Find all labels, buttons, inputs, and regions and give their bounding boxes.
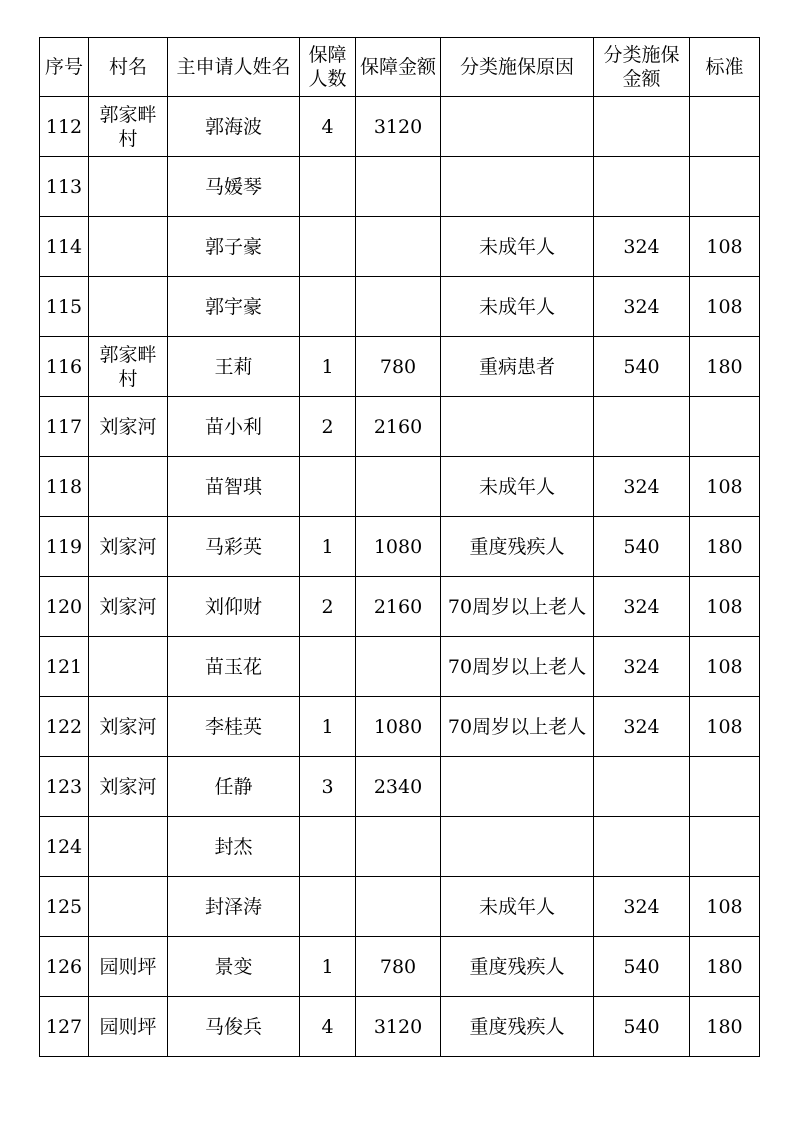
cell-covered-amount: 2160 <box>356 397 441 457</box>
cell-category-reason: 70周岁以上老人 <box>441 637 594 697</box>
cell-village <box>89 457 168 517</box>
cell-applicant-name: 苗玉花 <box>168 637 300 697</box>
cell-category-reason: 重度残疾人 <box>441 937 594 997</box>
cell-applicant-name: 王莉 <box>168 337 300 397</box>
cell-serial-no: 113 <box>40 157 89 217</box>
cell-serial-no: 124 <box>40 817 89 877</box>
cell-serial-no: 117 <box>40 397 89 457</box>
cell-village <box>89 217 168 277</box>
header-applicant-name: 主申请人姓名 <box>168 38 300 97</box>
cell-village: 园则坪 <box>89 997 168 1057</box>
cell-covered-amount <box>356 217 441 277</box>
cell-village: 刘家河 <box>89 757 168 817</box>
table-row <box>40 937 760 997</box>
cell-category-reason: 未成年人 <box>441 457 594 517</box>
cell-category-amount <box>594 817 690 877</box>
cell-applicant-name: 郭宇豪 <box>168 277 300 337</box>
table-row <box>40 397 760 457</box>
cell-category-reason <box>441 97 594 157</box>
cell-standard <box>690 97 760 157</box>
cell-applicant-name: 封杰 <box>168 817 300 877</box>
cell-category-amount: 540 <box>594 337 690 397</box>
cell-category-amount <box>594 97 690 157</box>
table-body <box>40 97 760 1057</box>
cell-covered-amount <box>356 457 441 517</box>
cell-category-reason <box>441 817 594 877</box>
cell-serial-no: 116 <box>40 337 89 397</box>
cell-serial-no: 119 <box>40 517 89 577</box>
cell-applicant-name: 封泽涛 <box>168 877 300 937</box>
cell-category-amount <box>594 397 690 457</box>
cell-village <box>89 817 168 877</box>
cell-standard: 108 <box>690 697 760 757</box>
cell-standard: 180 <box>690 997 760 1057</box>
cell-serial-no: 127 <box>40 997 89 1057</box>
cell-category-amount: 324 <box>594 217 690 277</box>
cell-category-reason: 未成年人 <box>441 277 594 337</box>
cell-covered-count: 2 <box>300 397 356 457</box>
cell-serial-no: 115 <box>40 277 89 337</box>
cell-standard: 108 <box>690 577 760 637</box>
cell-covered-count <box>300 277 356 337</box>
table-row <box>40 457 760 517</box>
cell-applicant-name: 郭子豪 <box>168 217 300 277</box>
cell-category-amount <box>594 757 690 817</box>
cell-applicant-name: 苗小利 <box>168 397 300 457</box>
assistance-table <box>39 37 760 1057</box>
cell-standard: 108 <box>690 637 760 697</box>
cell-standard: 108 <box>690 277 760 337</box>
header-serial-no: 序号 <box>40 38 89 97</box>
table-row <box>40 817 760 877</box>
cell-standard: 180 <box>690 337 760 397</box>
header-standard: 标准 <box>690 38 760 97</box>
cell-covered-amount <box>356 157 441 217</box>
cell-category-amount: 540 <box>594 997 690 1057</box>
cell-village <box>89 877 168 937</box>
cell-standard <box>690 817 760 877</box>
table-row <box>40 997 760 1057</box>
cell-category-amount: 540 <box>594 937 690 997</box>
cell-serial-no: 118 <box>40 457 89 517</box>
cell-covered-amount: 1080 <box>356 517 441 577</box>
table-row <box>40 217 760 277</box>
cell-covered-count: 1 <box>300 337 356 397</box>
cell-applicant-name: 马彩英 <box>168 517 300 577</box>
cell-covered-count <box>300 877 356 937</box>
cell-village: 刘家河 <box>89 697 168 757</box>
cell-category-reason: 70周岁以上老人 <box>441 697 594 757</box>
cell-category-amount: 324 <box>594 277 690 337</box>
cell-category-reason: 重度残疾人 <box>441 517 594 577</box>
cell-category-reason: 70周岁以上老人 <box>441 577 594 637</box>
cell-standard <box>690 757 760 817</box>
cell-covered-amount: 3120 <box>356 997 441 1057</box>
table-row <box>40 577 760 637</box>
cell-covered-amount <box>356 637 441 697</box>
cell-covered-count: 1 <box>300 937 356 997</box>
cell-covered-count: 4 <box>300 997 356 1057</box>
cell-village: 郭家畔村 <box>89 337 168 397</box>
table-row <box>40 157 760 217</box>
cell-applicant-name: 刘仰财 <box>168 577 300 637</box>
cell-standard: 108 <box>690 217 760 277</box>
cell-category-reason <box>441 757 594 817</box>
header-row <box>40 38 760 97</box>
cell-covered-count <box>300 157 356 217</box>
cell-applicant-name: 马俊兵 <box>168 997 300 1057</box>
cell-covered-amount: 780 <box>356 337 441 397</box>
cell-village: 刘家河 <box>89 397 168 457</box>
header-village: 村名 <box>89 38 168 97</box>
cell-serial-no: 121 <box>40 637 89 697</box>
cell-category-amount <box>594 157 690 217</box>
cell-serial-no: 120 <box>40 577 89 637</box>
cell-covered-count: 3 <box>300 757 356 817</box>
cell-category-reason <box>441 157 594 217</box>
cell-covered-count: 1 <box>300 517 356 577</box>
cell-standard: 180 <box>690 937 760 997</box>
header-category-reason: 分类施保原因 <box>441 38 594 97</box>
header-category-amount: 分类施保金额 <box>594 38 690 97</box>
cell-serial-no: 122 <box>40 697 89 757</box>
cell-serial-no: 126 <box>40 937 89 997</box>
table-row <box>40 97 760 157</box>
cell-village: 刘家河 <box>89 577 168 637</box>
cell-village <box>89 157 168 217</box>
cell-village <box>89 277 168 337</box>
table-row <box>40 757 760 817</box>
cell-village <box>89 637 168 697</box>
cell-village: 郭家畔村 <box>89 97 168 157</box>
cell-applicant-name: 马媛琴 <box>168 157 300 217</box>
cell-applicant-name: 苗智琪 <box>168 457 300 517</box>
cell-category-reason: 重病患者 <box>441 337 594 397</box>
cell-standard <box>690 397 760 457</box>
cell-category-reason: 未成年人 <box>441 877 594 937</box>
cell-standard <box>690 157 760 217</box>
cell-village: 园则坪 <box>89 937 168 997</box>
cell-standard: 108 <box>690 877 760 937</box>
cell-covered-count: 2 <box>300 577 356 637</box>
cell-covered-count <box>300 457 356 517</box>
table-row <box>40 877 760 937</box>
cell-covered-amount: 3120 <box>356 97 441 157</box>
cell-covered-count <box>300 817 356 877</box>
cell-covered-count: 4 <box>300 97 356 157</box>
table-row <box>40 637 760 697</box>
cell-village: 刘家河 <box>89 517 168 577</box>
cell-covered-amount: 2340 <box>356 757 441 817</box>
cell-applicant-name: 郭海波 <box>168 97 300 157</box>
cell-applicant-name: 任静 <box>168 757 300 817</box>
table-row <box>40 517 760 577</box>
cell-category-amount: 324 <box>594 697 690 757</box>
cell-serial-no: 114 <box>40 217 89 277</box>
cell-category-reason <box>441 397 594 457</box>
table-row <box>40 697 760 757</box>
cell-category-amount: 540 <box>594 517 690 577</box>
cell-applicant-name: 李桂英 <box>168 697 300 757</box>
cell-category-amount: 324 <box>594 577 690 637</box>
cell-applicant-name: 景变 <box>168 937 300 997</box>
table-header <box>40 38 760 97</box>
cell-covered-count: 1 <box>300 697 356 757</box>
cell-standard: 108 <box>690 457 760 517</box>
cell-category-amount: 324 <box>594 877 690 937</box>
cell-serial-no: 123 <box>40 757 89 817</box>
cell-covered-amount: 1080 <box>356 697 441 757</box>
cell-covered-amount: 2160 <box>356 577 441 637</box>
cell-covered-count <box>300 637 356 697</box>
table-row <box>40 337 760 397</box>
cell-covered-amount <box>356 877 441 937</box>
cell-covered-count <box>300 217 356 277</box>
header-covered-amount: 保障金额 <box>356 38 441 97</box>
table-row <box>40 277 760 337</box>
cell-serial-no: 125 <box>40 877 89 937</box>
header-covered-count: 保障人数 <box>300 38 356 97</box>
cell-category-reason: 未成年人 <box>441 217 594 277</box>
cell-covered-amount: 780 <box>356 937 441 997</box>
cell-covered-amount <box>356 817 441 877</box>
cell-category-amount: 324 <box>594 637 690 697</box>
cell-standard: 180 <box>690 517 760 577</box>
cell-category-amount: 324 <box>594 457 690 517</box>
cell-covered-amount <box>356 277 441 337</box>
cell-serial-no: 112 <box>40 97 89 157</box>
cell-category-reason: 重度残疾人 <box>441 997 594 1057</box>
